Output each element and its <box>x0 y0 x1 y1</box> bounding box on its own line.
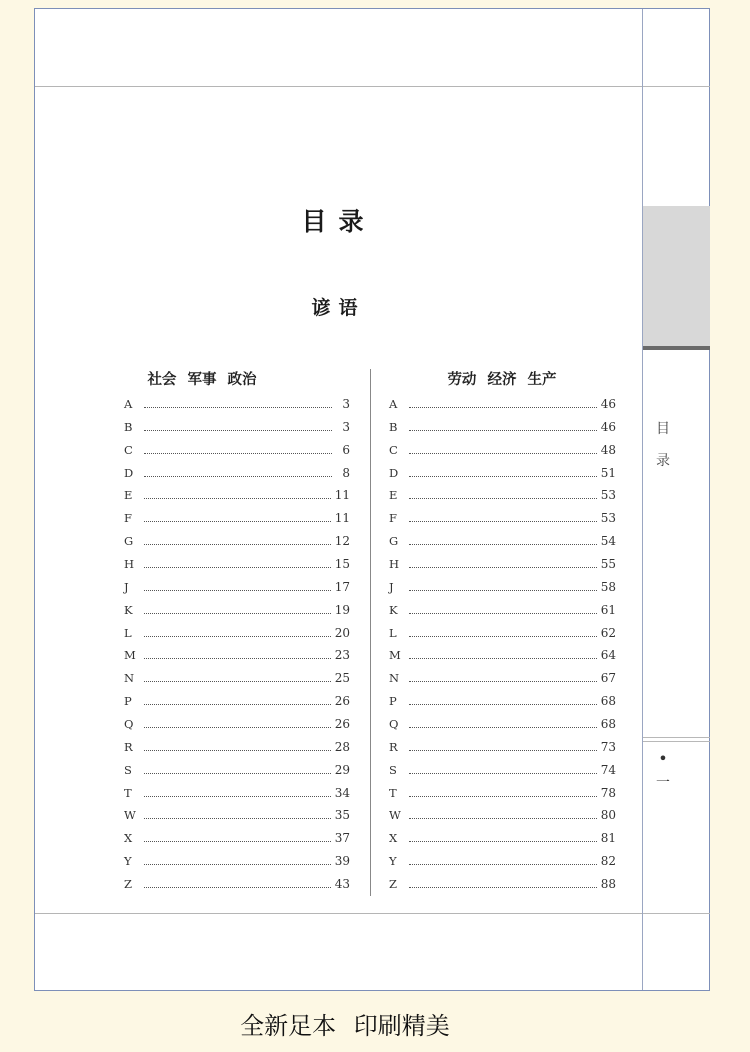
toc-leader-dots <box>144 453 332 454</box>
toc-entry-page: 6 <box>342 442 350 457</box>
section-title: 谚语 <box>311 297 366 319</box>
toc-leader-dots <box>144 544 331 545</box>
toc-entry-letter: H <box>389 557 400 572</box>
toc-entry-letter: Q <box>124 717 134 732</box>
toc-leader-dots <box>409 430 597 431</box>
toc-entry[interactable] <box>389 420 616 443</box>
toc-entry-page: 67 <box>600 671 616 686</box>
toc-leader-dots <box>144 887 331 888</box>
column-divider <box>370 369 371 896</box>
toc-entry[interactable] <box>389 717 616 740</box>
toc-entry-page: 43 <box>334 877 350 892</box>
margin-divider-bottom <box>643 741 710 742</box>
toc-entry-page: 11 <box>334 511 350 526</box>
toc-entry-letter: C <box>124 442 133 457</box>
toc-entry-letter: D <box>389 465 399 480</box>
column-heading-right: 劳动 经济 生产 <box>447 372 557 388</box>
toc-entry[interactable] <box>389 580 616 603</box>
toc-entry-page: 28 <box>334 739 350 754</box>
toc-entry-letter: S <box>389 762 397 777</box>
toc-entry[interactable] <box>124 443 350 466</box>
toc-entry-letter: G <box>389 534 399 549</box>
margin-footer-rule <box>643 913 710 914</box>
toc-entry[interactable] <box>389 511 616 534</box>
toc-leader-dots <box>144 750 331 751</box>
toc-leader-dots <box>409 658 597 659</box>
toc-entry[interactable] <box>124 808 350 831</box>
toc-entry-page: 88 <box>600 877 616 892</box>
toc-entry[interactable] <box>124 763 350 786</box>
toc-leader-dots <box>409 544 597 545</box>
toc-entry[interactable] <box>124 466 350 489</box>
toc-entry[interactable] <box>389 740 616 763</box>
toc-column-left <box>124 397 350 900</box>
toc-entry[interactable] <box>124 877 350 900</box>
toc-leader-dots <box>144 704 331 705</box>
toc-entry-letter: Z <box>389 877 397 892</box>
toc-entry-page: 73 <box>600 739 616 754</box>
toc-entry-letter: W <box>124 808 136 823</box>
toc-entry-letter: P <box>389 694 397 709</box>
toc-entry-letter: N <box>389 671 400 686</box>
toc-entry[interactable] <box>389 626 616 649</box>
toc-entry[interactable] <box>124 854 350 877</box>
toc-entry[interactable] <box>124 648 350 671</box>
toc-entry[interactable] <box>124 511 350 534</box>
toc-entry-page: 58 <box>600 579 616 594</box>
toc-leader-dots <box>409 818 597 819</box>
toc-leader-dots <box>144 476 332 477</box>
toc-leader-dots <box>409 636 597 637</box>
toc-entry[interactable] <box>124 626 350 649</box>
toc-entry[interactable] <box>124 831 350 854</box>
toc-leader-dots <box>409 704 597 705</box>
toc-entry-page: 68 <box>600 717 616 732</box>
toc-leader-dots <box>409 773 597 774</box>
toc-entry-letter: W <box>389 808 401 823</box>
toc-entry-letter: J <box>124 579 129 594</box>
toc-leader-dots <box>409 841 597 842</box>
toc-entry-letter: M <box>389 648 401 663</box>
toc-entry-letter: R <box>124 739 133 754</box>
toc-entry[interactable] <box>389 694 616 717</box>
toc-entry[interactable] <box>124 580 350 603</box>
toc-entry[interactable] <box>389 648 616 671</box>
toc-entry-letter: A <box>389 397 398 411</box>
toc-entry[interactable] <box>124 786 350 809</box>
toc-entry-page: 64 <box>600 648 616 663</box>
toc-entry-page: 19 <box>334 602 350 617</box>
book-page <box>34 8 710 991</box>
toc-entry-letter: Q <box>389 717 399 732</box>
toc-entry-page: 51 <box>600 465 616 480</box>
toc-entry-letter: K <box>389 602 398 617</box>
toc-entry-letter: X <box>389 831 398 846</box>
thumb-tab-edge <box>643 346 710 350</box>
toc-column-right <box>389 397 616 900</box>
toc-leader-dots <box>409 727 597 728</box>
toc-leader-dots <box>144 521 331 522</box>
toc-entry[interactable] <box>124 717 350 740</box>
toc-entry-letter: M <box>124 648 136 663</box>
toc-entry[interactable] <box>124 557 350 580</box>
toc-entry-letter: J <box>389 579 394 594</box>
toc-entry[interactable] <box>389 603 616 626</box>
toc-entry-page: 62 <box>600 625 616 640</box>
toc-entry[interactable] <box>389 877 616 900</box>
side-label <box>655 413 671 477</box>
toc-entry-letter: K <box>124 602 133 617</box>
toc-entry-page: 82 <box>600 854 616 869</box>
toc-entry-letter: R <box>389 739 398 754</box>
toc-entry[interactable] <box>124 603 350 626</box>
toc-entry-letter: E <box>124 488 133 503</box>
page-title: 目录 <box>301 207 376 236</box>
toc-entry-letter: D <box>124 465 134 480</box>
toc-leader-dots <box>144 430 332 431</box>
toc-entry[interactable] <box>124 534 350 557</box>
toc-leader-dots <box>409 521 597 522</box>
toc-entry-page: 39 <box>334 854 350 869</box>
toc-entry-page: 35 <box>334 808 350 823</box>
toc-leader-dots <box>409 796 597 797</box>
toc-leader-dots <box>144 818 331 819</box>
toc-leader-dots <box>144 658 331 659</box>
toc-entry[interactable] <box>124 420 350 443</box>
toc-entry[interactable] <box>124 694 350 717</box>
toc-entry-page: 3 <box>342 419 350 434</box>
toc-leader-dots <box>144 590 331 591</box>
toc-entry-letter: L <box>389 625 397 640</box>
toc-leader-dots <box>144 773 331 774</box>
toc-leader-dots <box>409 476 597 477</box>
toc-leader-dots <box>144 636 331 637</box>
toc-leader-dots <box>144 498 331 499</box>
toc-entry-letter: T <box>389 785 397 800</box>
toc-leader-dots <box>409 453 597 454</box>
toc-leader-dots <box>409 613 597 614</box>
toc-entry[interactable] <box>389 808 616 831</box>
toc-entry-page: 61 <box>600 602 616 617</box>
side-label-char: 目 <box>656 421 670 437</box>
margin-divider-top <box>643 737 710 738</box>
toc-entry-letter: A <box>124 397 133 411</box>
toc-leader-dots <box>409 498 597 499</box>
toc-leader-dots <box>144 681 331 682</box>
toc-entry-letter: T <box>124 785 132 800</box>
toc-leader-dots <box>409 750 597 751</box>
page-marker <box>655 751 671 793</box>
toc-entry[interactable] <box>124 740 350 763</box>
toc-entry-page: 26 <box>334 694 350 709</box>
toc-entry-page: 80 <box>600 808 616 823</box>
page-dot: • <box>658 749 668 768</box>
toc-entry-page: 53 <box>600 488 616 503</box>
toc-entry-letter: P <box>124 694 132 709</box>
toc-entry-letter: S <box>124 762 132 777</box>
toc-entry-page: 17 <box>334 579 350 594</box>
thumb-tab <box>643 206 710 347</box>
toc-entry[interactable] <box>124 488 350 511</box>
toc-leader-dots <box>144 727 331 728</box>
toc-leader-dots <box>144 841 331 842</box>
toc-entry-letter: X <box>124 831 133 846</box>
margin-header-rule <box>643 86 710 87</box>
toc-entry-page: 55 <box>600 557 616 572</box>
toc-entry-page: 48 <box>600 442 616 457</box>
toc-entry[interactable] <box>389 534 616 557</box>
toc-entry-letter: B <box>389 419 398 434</box>
toc-entry-page: 68 <box>600 694 616 709</box>
toc-entry-page: 8 <box>342 465 350 480</box>
toc-entry-letter: H <box>124 557 135 572</box>
toc-leader-dots <box>144 613 331 614</box>
toc-leader-dots <box>144 864 331 865</box>
toc-leader-dots <box>144 796 331 797</box>
footer-rule <box>35 913 642 914</box>
toc-entry-page: 29 <box>334 762 350 777</box>
toc-entry-page: 81 <box>600 831 616 846</box>
toc-entry-page: 54 <box>600 534 616 549</box>
toc-entry-page: 53 <box>600 511 616 526</box>
toc-entry-page: 26 <box>334 717 350 732</box>
toc-entry[interactable] <box>389 488 616 511</box>
page-number: 一 <box>656 775 670 791</box>
column-heading-left: 社会 军事 政治 <box>147 372 257 388</box>
toc-entry-letter: Y <box>124 854 132 869</box>
toc-entry[interactable] <box>389 443 616 466</box>
toc-entry-letter: B <box>124 419 133 434</box>
toc-entry-letter: E <box>389 488 398 503</box>
header-rule <box>35 86 642 87</box>
toc-entry-page: 20 <box>334 625 350 640</box>
toc-entry[interactable] <box>389 786 616 809</box>
toc-entry-page: 74 <box>600 762 616 777</box>
toc-entry-letter: Y <box>389 854 397 869</box>
toc-entry-page: 34 <box>334 785 350 800</box>
toc-leader-dots <box>409 590 597 591</box>
toc-entry-page: 37 <box>334 831 350 846</box>
toc-entry-page: 15 <box>334 557 350 572</box>
toc-leader-dots <box>409 681 597 682</box>
toc-entry-page: 25 <box>334 671 350 686</box>
toc-entry[interactable] <box>389 557 616 580</box>
toc-entry-letter: Z <box>124 877 132 892</box>
promo-caption: 全新足本 印刷精美 <box>240 1012 450 1040</box>
toc-entry-page: 11 <box>334 488 350 503</box>
toc-leader-dots <box>409 407 597 408</box>
toc-leader-dots <box>409 567 597 568</box>
toc-entry[interactable] <box>389 671 616 694</box>
toc-entry-letter: F <box>124 511 132 526</box>
toc-entry[interactable] <box>124 397 350 420</box>
toc-leader-dots <box>409 887 597 888</box>
toc-entry-page: 12 <box>334 534 350 549</box>
toc-entry[interactable] <box>389 397 616 420</box>
toc-entry[interactable] <box>389 831 616 854</box>
side-label-char: 录 <box>656 453 670 469</box>
toc-entry-letter: L <box>124 625 132 640</box>
toc-leader-dots <box>144 567 331 568</box>
toc-entry-letter: N <box>124 671 135 686</box>
toc-entry-page: 46 <box>600 397 616 411</box>
toc-entry-page: 46 <box>600 419 616 434</box>
toc-entry-page: 78 <box>600 785 616 800</box>
toc-entry[interactable] <box>124 671 350 694</box>
toc-leader-dots <box>144 407 332 408</box>
toc-entry-letter: F <box>389 511 397 526</box>
toc-entry-letter: C <box>389 442 398 457</box>
toc-leader-dots <box>409 864 597 865</box>
toc-entry[interactable] <box>389 763 616 786</box>
toc-entry-page: 3 <box>342 397 350 411</box>
toc-entry-letter: G <box>124 534 134 549</box>
toc-entry-page: 23 <box>334 648 350 663</box>
margin-rule <box>642 9 643 990</box>
toc-entry[interactable] <box>389 854 616 877</box>
toc-entry[interactable] <box>389 466 616 489</box>
